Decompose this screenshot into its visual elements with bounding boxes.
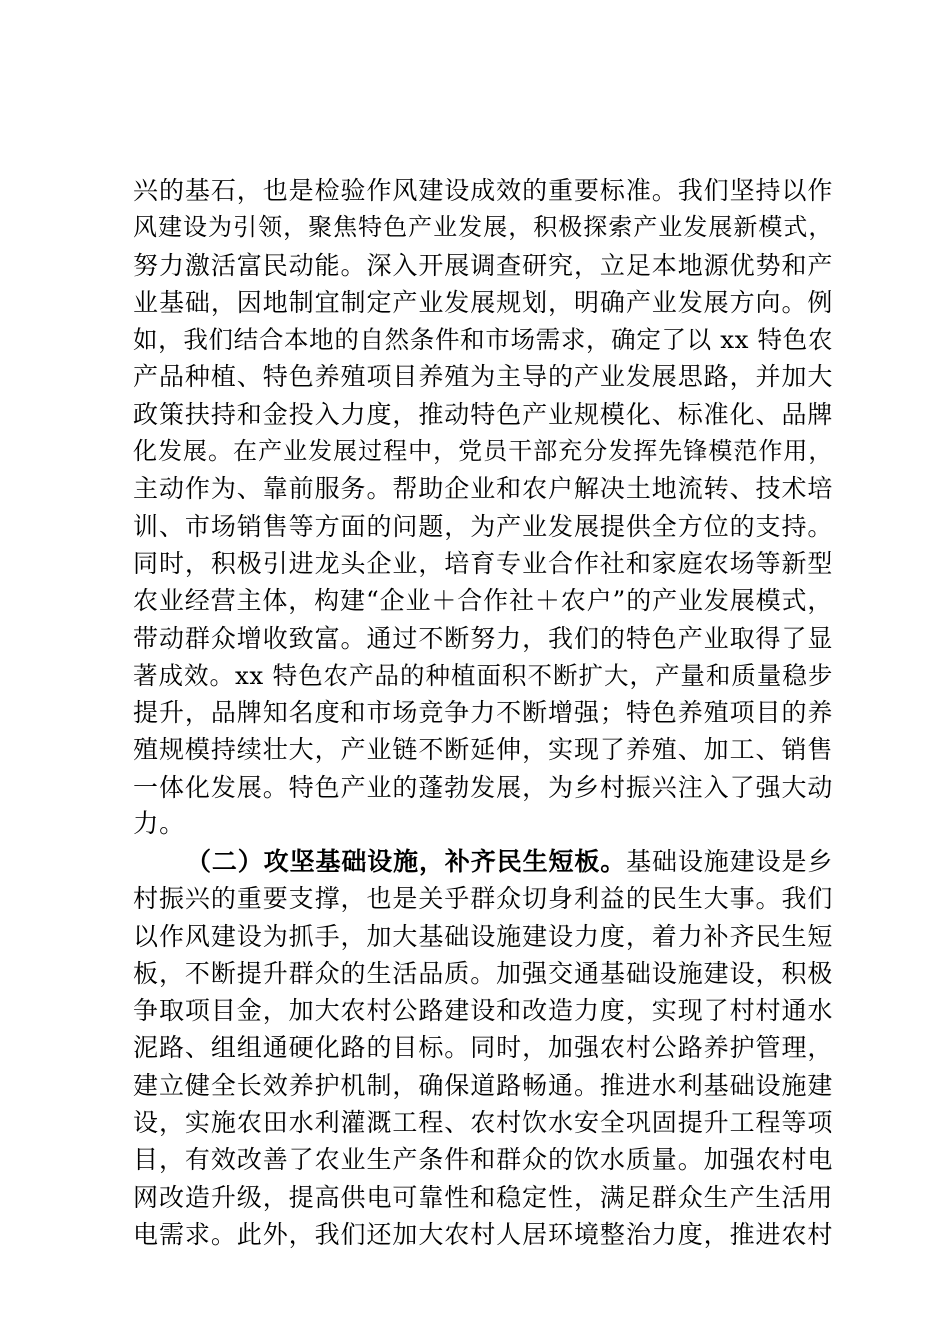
text-line: 电需求。此外，我们还加大农村人居环境整治力度，推进农村: [133, 1219, 833, 1249]
text-line: 泥路、组组通硬化路的目标。同时，加强农村公路养护管理，: [133, 1033, 833, 1063]
paragraph-infrastructure: [133, 843, 833, 1253]
text-line: 设，实施农田水利灌溉工程、农村饮水安全巩固提升工程等项: [133, 1108, 833, 1138]
paragraph-first-line: [133, 843, 833, 880]
text-line: 兴的基石，也是检验作风建设成效的重要标准。我们坚持以作: [133, 176, 833, 205]
text-line: 村振兴的重要支撑，也是关乎群众切身利益的民生大事。我们: [133, 884, 833, 914]
text-line: 以作风建设为抓手，加大基础设施建设力度，着力补齐民生短: [133, 921, 833, 951]
text-line: 农业经营主体，构建“企业＋合作社＋农户”的产业发展模式，: [133, 586, 833, 616]
text-line: 同时，积极引进龙头企业，培育专业合作社和家庭农场等新型: [133, 548, 833, 578]
text-line: 如，我们结合本地的自然条件和市场需求，确定了以 xx 特色农: [133, 325, 833, 355]
text-line: 力。: [133, 809, 186, 840]
text-line: 业基础，因地制宜制定产业发展规划，明确产业发展方向。例: [133, 287, 833, 317]
text-line: 努力激活富民动能。深入开展调查研究，立足本地源优势和产: [133, 250, 833, 280]
text-line: 建立健全长效养护机制，确保道路畅通。推进水利基础设施建: [133, 1070, 833, 1100]
text-line: 网改造升级，提高供电可靠性和稳定性，满足群众生产生活用: [133, 1182, 833, 1212]
text-line: 主动作为、靠前服务。帮助企业和农户解决土地流转、技术培: [133, 474, 833, 504]
text-line: 政策扶持和金投入力度，推动特色产业规模化、标准化、品牌: [133, 399, 833, 429]
text-line: 板，不断提升群众的生活品质。加强交通基础设施建设，积极: [133, 958, 833, 988]
text-line: 风建设为引领，聚焦特色产业发展，积极探索产业发展新模式，: [133, 213, 833, 242]
text-line: 提升，品牌知名度和市场竞争力不断增强；特色养殖项目的养: [133, 698, 833, 728]
text-line: 训、市场销售等方面的问题，为产业发展提供全方位的支持。: [133, 511, 833, 541]
section-heading: （二）攻坚基础设施，补齐民生短板。: [186, 847, 627, 876]
text-line: 著成效。xx 特色农产品的种植面积不断扩大，产量和质量稳步: [133, 660, 833, 690]
text-line: 带动群众增收致富。通过不断努力，我们的特色产业取得了显: [133, 623, 833, 653]
text-line: 一体化发展。特色产业的蓬勃发展，为乡村振兴注入了强大动: [133, 772, 833, 802]
text-run: 基础设施建设是乡: [626, 847, 833, 876]
text-line: 殖规模持续壮大，产业链不断延伸，实现了养殖、加工、销售: [133, 735, 833, 765]
text-line: 争取项目金，加大农村公路建设和改造力度，实现了村村通水: [133, 996, 833, 1026]
paragraph-industry-development: [133, 172, 833, 843]
text-line: 化发展。在产业发展过程中，党员干部充分发挥先锋模范作用，: [133, 437, 833, 466]
text-line: 目，有效改善了农业生产条件和群众的饮水质量。加强农村电: [133, 1145, 833, 1175]
text-line: 产品种植、特色养殖项目养殖为主导的产业发展思路，并加大: [133, 362, 833, 392]
